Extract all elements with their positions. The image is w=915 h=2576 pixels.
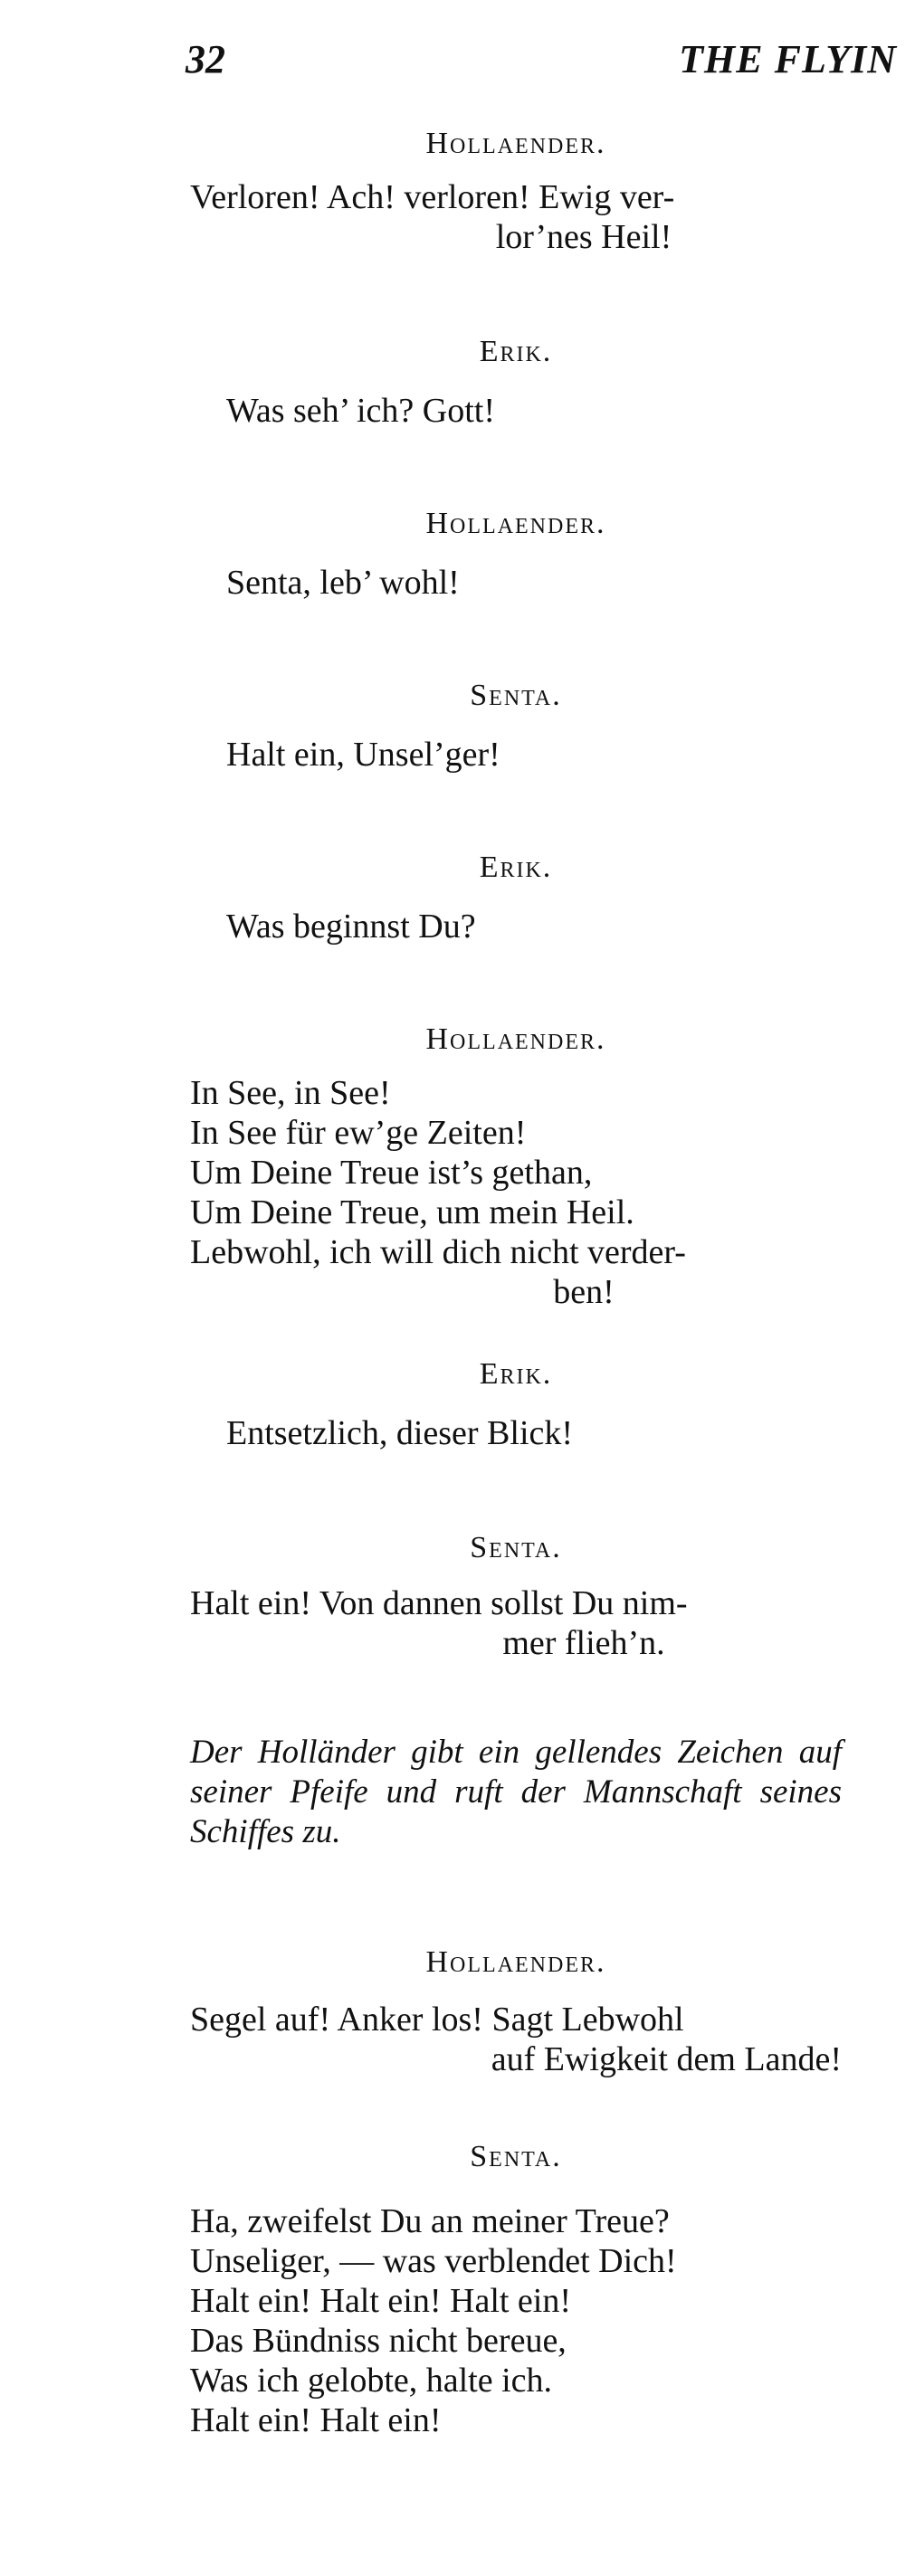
speaker-name: Senta.: [470, 679, 562, 712]
speech-block: [190, 1945, 842, 2079]
verse-continuation: auf Ewigkeit dem Lande!: [491, 2040, 842, 2078]
verse-continuation: mer flieh’n.: [502, 1624, 665, 1662]
running-title: THE FLYIN: [679, 37, 897, 81]
verse-line: Das Bündniss nicht bereue,: [190, 2322, 567, 2360]
verse-line: Um Deine Treue ist’s gethan,: [190, 1154, 593, 1192]
speech-text: [190, 391, 842, 431]
speech-block: [190, 1357, 842, 1453]
verse-line: In See, in See!: [190, 1074, 391, 1112]
speech-text: [190, 907, 842, 946]
speech-text: [190, 1583, 842, 1663]
verse-line: Lebwohl, ich will dich nicht verder-: [190, 1233, 686, 1271]
verse-line: Was ich gelobte, halte ich.: [190, 2362, 553, 2400]
speech-block: [190, 851, 842, 946]
speech-text: [190, 2000, 842, 2079]
speech-text: [190, 1073, 842, 1312]
speech-block: [190, 335, 842, 431]
verse-line: Was seh’ ich? Gott!: [226, 392, 495, 430]
verse-line: Senta, leb’ wohl!: [226, 564, 460, 602]
page-number: 32: [186, 37, 225, 81]
verse-line: Entsetzlich, dieser Blick!: [226, 1414, 574, 1452]
speaker-name: Hollaender.: [425, 1945, 606, 1979]
verse-continuation: lor’nes Heil!: [495, 218, 672, 256]
verse-line: Verloren! Ach! verloren! Ewig ver-: [190, 178, 675, 216]
verse-line: Halt ein! Von dannen sollst Du nim-: [190, 1584, 688, 1622]
speaker-name: Senta.: [470, 1531, 562, 1564]
speaker-name: Erik.: [479, 1357, 553, 1391]
speech-text: [190, 177, 842, 257]
verse-line: Halt ein, Unsel’ger!: [226, 736, 500, 774]
speech-text: [190, 2201, 842, 2440]
verse-line: Halt ein! Halt ein!: [190, 2401, 442, 2439]
verse-line: Um Deine Treue, um mein Heil.: [190, 1193, 634, 1231]
speech-block: [190, 679, 842, 775]
page-header: [186, 36, 897, 90]
verse-line: Ha, zweifelst Du an meiner Treue?: [190, 2202, 670, 2240]
verse-line: Unseliger, — was verblendet Dich!: [190, 2242, 677, 2280]
verse-continuation: ben!: [553, 1273, 615, 1311]
verse-line: Was beginnst Du?: [226, 908, 476, 946]
speaker-name: Hollaender.: [425, 127, 606, 160]
verse-line: Halt ein! Halt ein! Halt ein!: [190, 2282, 572, 2320]
speaker-name: Hollaender.: [425, 507, 606, 540]
stage-direction-block: [190, 1733, 842, 1852]
speech-block: [190, 507, 842, 603]
speaker-name: Hollaender.: [425, 1022, 606, 1056]
speaker-name: Senta.: [470, 2140, 562, 2173]
speech-block: [190, 127, 842, 257]
speech-text: [190, 735, 842, 775]
speaker-name: Erik.: [479, 851, 553, 884]
speech-block: [190, 1531, 842, 1663]
speech-text: [190, 1413, 842, 1453]
speech-text: [190, 563, 842, 603]
speaker-name: Erik.: [479, 335, 553, 368]
stage-direction: Der Holländer gibt ein gellendes Zeichen auf seiner Pfeife und ruft der Mannschaft seines Schiffes zu.: [190, 1734, 842, 1850]
speech-block: [190, 2140, 842, 2440]
verse-line: Segel auf! Anker los! Sagt Lebwohl: [190, 2001, 684, 2039]
verse-line: In See für ew’ge Zeiten!: [190, 1114, 527, 1152]
speech-block: [190, 1022, 842, 1312]
